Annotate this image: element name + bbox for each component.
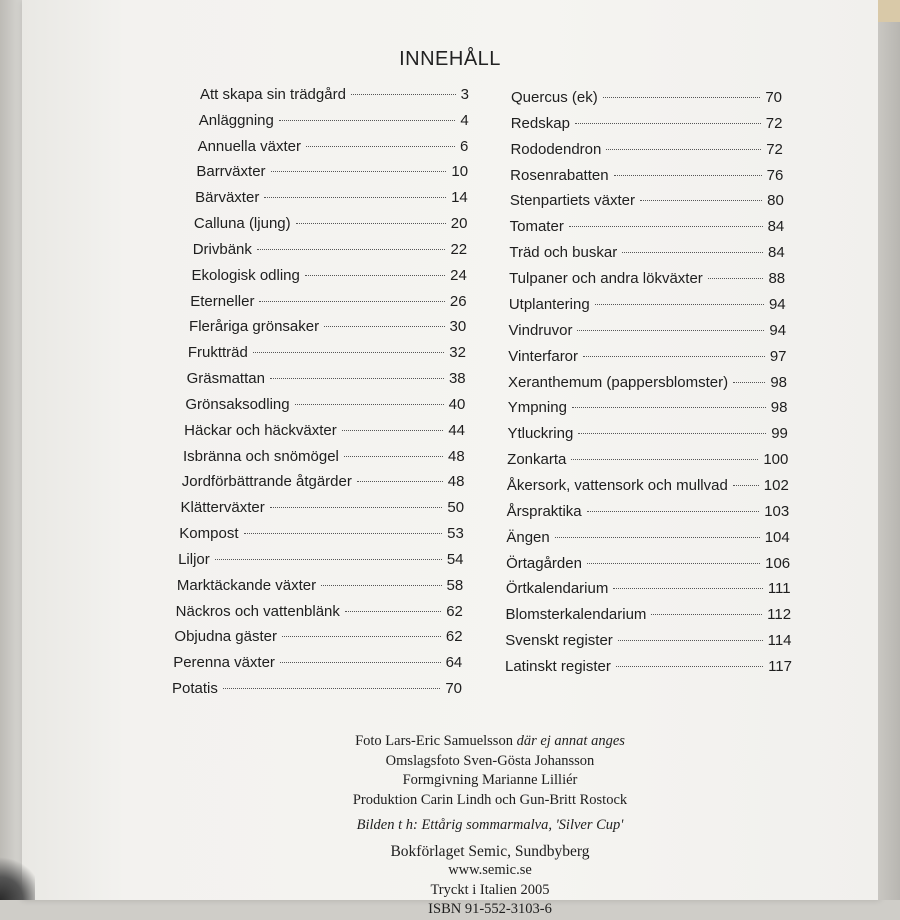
toc-entry-page: 22 <box>450 240 468 258</box>
credit-photo-note: där ej annat anges <box>516 733 625 749</box>
toc-entry-label: Grönsaksodling <box>185 395 290 413</box>
toc-leader-dots <box>583 356 765 357</box>
credit-design: Formgivning Marianne Lilliér <box>402 772 578 788</box>
toc-entry-page: 84 <box>767 218 785 236</box>
toc-entry-page: 76 <box>766 166 784 184</box>
toc-leader-dots <box>264 197 446 198</box>
credit-caption-text: Bilden t h: Ettårig sommarmalva, 'Silver Cup' <box>356 817 624 833</box>
toc-entry <box>176 603 463 623</box>
toc-entry <box>509 296 786 316</box>
toc-entry-label: Anläggning <box>198 111 274 129</box>
toc-entry <box>511 89 782 109</box>
credits-block <box>0 732 900 920</box>
toc-entry-label: Potatis <box>172 680 218 697</box>
toc-leader-dots <box>321 585 441 586</box>
toc-leader-dots <box>345 611 441 612</box>
toc-entry-label: Rosenrabatten <box>510 166 609 184</box>
toc-leader-dots <box>613 588 762 589</box>
toc-entry-page: 72 <box>765 114 783 132</box>
toc-entry-label: Vinterfaror <box>508 347 579 365</box>
toc-entry-page: 84 <box>768 244 785 262</box>
toc-entry <box>193 241 467 261</box>
toc-entry-page: 102 <box>763 476 789 494</box>
toc-entry-page: 10 <box>451 163 469 181</box>
toc-leader-dots <box>324 326 444 327</box>
toc-leader-dots <box>733 382 765 383</box>
toc-entry-page: 24 <box>450 266 467 284</box>
toc-entry-label: Quercus (ek) <box>511 89 598 106</box>
toc-entry-page: 54 <box>446 550 464 568</box>
toc-entry-page: 62 <box>445 628 463 646</box>
toc-entry-page: 94 <box>769 321 787 339</box>
toc-entry-label: Calluna (ljung) <box>193 215 291 233</box>
toc-entry <box>172 680 462 700</box>
toc-leader-dots <box>614 175 762 176</box>
toc-entry-label: Ytluckring <box>507 425 574 443</box>
toc-leader-dots <box>640 200 762 201</box>
toc-leader-dots <box>342 430 444 431</box>
toc-leader-dots <box>587 511 760 512</box>
toc-entry-page: 114 <box>767 632 792 650</box>
toc-entry-label: Zonkarta <box>507 451 567 469</box>
toc-entry <box>190 293 466 313</box>
toc-entry-label: Isbränna och snömögel <box>182 447 339 465</box>
toc-leader-dots <box>253 352 444 353</box>
toc-entry-label: Utplantering <box>508 295 590 313</box>
toc-entry-page: 58 <box>446 576 464 594</box>
toc-entry-page: 6 <box>460 137 469 155</box>
toc-entry <box>195 189 468 209</box>
toc-leader-dots <box>575 123 761 124</box>
toc-entry-label: Svenskt register <box>505 632 613 650</box>
toc-entry <box>174 628 462 648</box>
toc-leader-dots <box>215 559 442 560</box>
toc-entry-page: 40 <box>448 395 466 413</box>
toc-entry-page: 98 <box>770 373 787 391</box>
toc-entry-page: 117 <box>768 658 792 675</box>
toc-entry-label: Att skapa sin trädgård <box>200 86 346 103</box>
toc-entry <box>187 370 466 390</box>
toc-entry <box>178 551 463 571</box>
toc-entry-label: Ängen <box>506 528 550 546</box>
toc-entry <box>509 270 785 290</box>
toc-entry <box>505 658 792 678</box>
toc-entry-label: Klätterväxter <box>180 499 265 517</box>
toc-entry-label: Redskap <box>510 114 570 132</box>
toc-entry-label: Åkersork, vattensork och mullvad <box>506 476 728 494</box>
toc-entry-label: Ekologisk odling <box>191 266 300 284</box>
toc-leader-dots <box>296 223 446 224</box>
toc-entry-label: Drivbänk <box>192 240 252 258</box>
toc-entry <box>507 503 790 523</box>
toc-leader-dots <box>577 330 764 331</box>
toc-entry-page: 26 <box>449 292 467 310</box>
toc-entry-label: Liljor <box>178 550 210 568</box>
toc-entry <box>199 112 469 132</box>
toc-entry <box>188 344 466 364</box>
toc-entry <box>507 425 787 445</box>
toc-entry-page: 106 <box>765 554 791 572</box>
toc-entry-label: Kompost <box>179 525 239 543</box>
page-corner-strip <box>878 0 900 22</box>
toc-leader-dots <box>305 275 445 276</box>
toc-entry <box>185 396 465 416</box>
toc-leader-dots <box>282 636 441 637</box>
toc-entry-page: 88 <box>768 270 786 288</box>
toc-entry-label: Objudna gäster <box>174 628 277 646</box>
toc-entry-label: Tulpaner och andra lökväxter <box>509 270 703 288</box>
toc-entry <box>196 163 468 183</box>
toc-entry-page: 80 <box>767 192 784 210</box>
toc-entry-page: 70 <box>765 89 782 106</box>
toc-entry-label: Ympning <box>507 399 567 417</box>
toc-entry <box>509 322 787 342</box>
toc-entry-label: Blomsterkalendarium <box>505 606 647 624</box>
toc-leader-dots <box>578 433 766 434</box>
toc-entry <box>183 448 465 468</box>
toc-leader-dots <box>271 171 447 172</box>
toc-leader-dots <box>618 640 763 641</box>
credit-isbn: ISBN 91-552-3103-6 <box>428 901 552 917</box>
toc-leader-dots <box>555 537 760 538</box>
credit-website: www.semic.se <box>448 862 532 878</box>
toc-entry-page: 100 <box>763 451 789 469</box>
toc-leader-dots <box>616 666 763 667</box>
toc-entry <box>200 86 469 106</box>
toc-entry <box>179 525 464 545</box>
toc-entry-label: Fruktträd <box>187 344 248 362</box>
credit-publisher: Bokförlaget Semic, Sundbyberg <box>390 842 590 860</box>
toc-entry <box>506 606 792 626</box>
toc-leader-dots <box>587 563 760 564</box>
toc-leader-dots <box>595 304 764 305</box>
toc-entry-page: 70 <box>445 680 462 697</box>
toc-entry-page: 30 <box>449 318 467 336</box>
toc-entry-label: Fleråriga grönsaker <box>189 318 320 336</box>
toc-entry <box>510 192 784 212</box>
toc-leader-dots <box>280 662 441 663</box>
toc-entry-page: 111 <box>767 580 791 598</box>
toc-entry-page: 20 <box>450 215 468 233</box>
toc-entry <box>191 267 466 287</box>
finger-shadow <box>0 855 35 900</box>
toc-entry-label: Marktäckande växter <box>176 576 317 594</box>
toc-entry-page: 3 <box>460 86 469 103</box>
toc-entry-page: 48 <box>448 447 465 465</box>
toc-entry <box>505 632 791 652</box>
toc-entry-page: 44 <box>448 421 466 439</box>
toc-entry <box>194 215 468 235</box>
toc-entry <box>509 244 784 264</box>
toc-leader-dots <box>569 226 763 227</box>
toc-entry <box>182 473 465 493</box>
toc-leader-dots <box>351 94 456 95</box>
page-title: INNEHÅLL <box>399 48 501 70</box>
toc-entry <box>508 374 787 394</box>
toc-entry-label: Stenpartiets växter <box>509 192 635 210</box>
toc-entry <box>508 348 786 368</box>
toc-leader-dots <box>606 149 761 150</box>
toc-leader-dots <box>257 249 446 250</box>
toc-entry-page: 14 <box>451 189 468 207</box>
toc-entry-page: 62 <box>446 602 463 620</box>
toc-leader-dots <box>622 252 763 253</box>
toc-entry-label: Örtagården <box>506 554 582 572</box>
toc-entry-label: Vindruvor <box>508 321 573 339</box>
toc-entry-page: 112 <box>767 606 792 624</box>
toc-entry-label: Gräsmattan <box>186 370 265 388</box>
toc-entry <box>181 499 465 519</box>
toc-leader-dots <box>357 481 443 482</box>
toc-entry-label: Örtkalendarium <box>505 580 609 598</box>
toc-entry <box>506 580 791 600</box>
toc-entry <box>173 654 462 674</box>
toc-leader-dots <box>279 120 455 121</box>
toc-entry-page: 104 <box>764 528 790 546</box>
toc-entry <box>511 115 783 135</box>
toc-entry-page: 4 <box>460 111 469 129</box>
toc-entry-page: 72 <box>766 140 783 158</box>
toc-entry <box>189 318 466 338</box>
toc-entry-page: 98 <box>770 399 788 417</box>
toc-entry-label: Xeranthemum (pappersblomster) <box>508 373 729 391</box>
toc-entry-label: Häckar och häckväxter <box>184 421 337 439</box>
toc-leader-dots <box>306 146 455 147</box>
toc-entry <box>184 422 465 442</box>
toc-leader-dots <box>733 485 759 486</box>
toc-leader-dots <box>344 456 443 457</box>
credit-production: Produktion Carin Lindh och Gun-Britt Rostock <box>352 791 628 808</box>
credit-photo <box>0 732 900 752</box>
toc-entry-page: 32 <box>449 344 466 362</box>
toc-entry <box>507 477 789 497</box>
toc-entry-label: Näckros och vattenblänk <box>175 602 340 620</box>
toc-entry-page: 38 <box>448 370 466 388</box>
toc-entry-label: Träd och buskar <box>509 244 618 262</box>
toc-entry-page: 97 <box>769 347 787 365</box>
toc-entry-label: Barrväxter <box>196 163 266 181</box>
toc-entry <box>506 555 790 575</box>
toc-entry <box>177 577 463 597</box>
toc-leader-dots <box>651 614 762 615</box>
toc-entry-label: Årspraktika <box>506 502 582 520</box>
toc-entry <box>507 451 788 471</box>
toc-leader-dots <box>708 278 764 279</box>
toc-entry-page: 99 <box>771 425 788 443</box>
toc-entry-page: 64 <box>445 654 463 672</box>
toc-entry-label: Perenna växter <box>173 654 275 672</box>
toc-entry-label: Annuella växter <box>197 137 301 155</box>
toc-entry <box>510 167 783 187</box>
toc-entry-page: 48 <box>447 473 465 491</box>
toc-entry-page: 50 <box>447 499 465 517</box>
toc-entry-label: Latinskt register <box>505 658 611 675</box>
credit-cover-photo: Omslagsfoto Sven-Gösta Johansson <box>385 752 595 769</box>
toc-entry <box>506 529 789 549</box>
credit-photo-main: Foto Lars-Eric Samuelsson <box>355 733 513 749</box>
toc-entry-label: Eterneller <box>190 292 255 310</box>
toc-leader-dots <box>571 459 758 460</box>
toc-entry-label: Bärväxter <box>195 189 260 207</box>
credit-caption <box>0 816 900 836</box>
toc-leader-dots <box>270 378 444 379</box>
toc-entry-page: 103 <box>764 502 790 520</box>
toc-entry-page: 94 <box>768 295 786 313</box>
toc-entry <box>510 141 782 161</box>
toc-entry-label: Tomater <box>509 218 564 236</box>
toc-entry-label: Jordförbättrande åtgärder <box>181 473 352 491</box>
toc-entry <box>510 218 785 238</box>
toc-leader-dots <box>270 507 443 508</box>
toc-leader-dots <box>223 688 440 689</box>
toc-leader-dots <box>603 97 761 98</box>
toc-entry <box>508 399 788 419</box>
toc-leader-dots <box>572 407 766 408</box>
toc-entry-page: 53 <box>447 525 464 543</box>
toc-leader-dots <box>259 301 444 302</box>
toc-entry-label: Rododendron <box>510 140 602 158</box>
toc-leader-dots <box>244 533 443 534</box>
toc-leader-dots <box>295 404 444 405</box>
toc-entry <box>198 138 469 158</box>
credit-printed: Tryckt i Italien 2005 <box>430 881 550 898</box>
